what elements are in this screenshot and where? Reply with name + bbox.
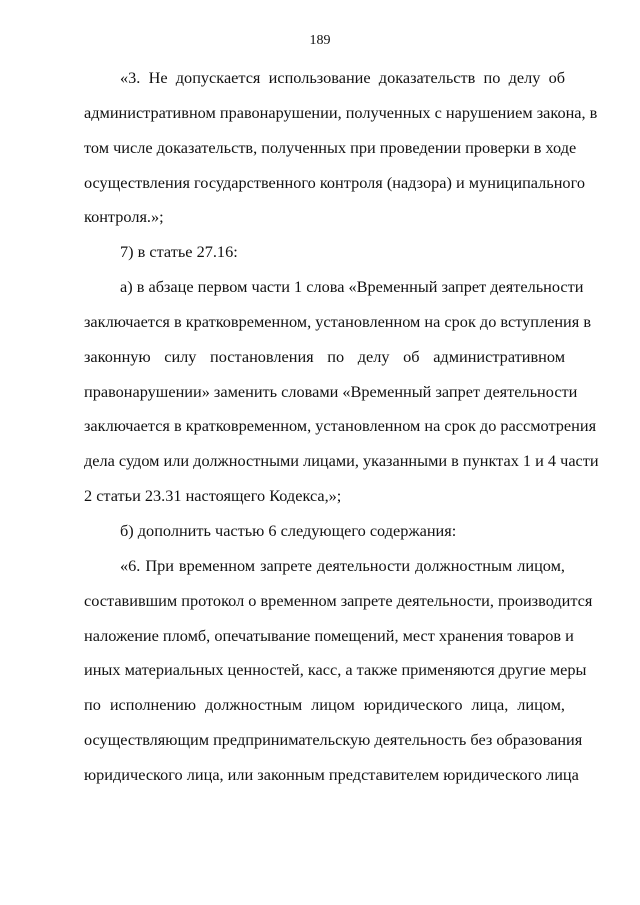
text-line: юридического лица, или законным представителем юридического лица: [84, 764, 579, 784]
text-line: «3. Не допускается использование доказательств по делу об: [120, 68, 565, 87]
text-line: правонарушении» заменить словами «Временный запрет деятельности: [84, 381, 578, 401]
text-line: составившим протокол о временном запрете деятельности, производится: [84, 590, 593, 610]
paragraph: [84, 61, 598, 235]
text-line: законную силу постановления по делу об административном: [84, 346, 565, 366]
text-line: том числе доказательств, полученных при проведении проверки в ходе: [84, 137, 577, 157]
text-line: 2 статьи 23.31 настоящего Кодекса,»;: [84, 486, 342, 506]
paragraph: [84, 235, 565, 270]
paragraph: [84, 549, 593, 793]
text-line: осуществляющим предпринимательскую деятельность без образования: [84, 730, 583, 750]
text-line: контроля.»;: [84, 207, 164, 227]
text-line: административном правонарушении, полученных с нарушением закона, в: [84, 102, 598, 122]
text-line: заключается в кратковременном, установленном на срок до рассмотрения: [84, 416, 597, 436]
text-line: заключается в кратковременном, установленном на срок до вступления в: [84, 311, 592, 331]
text-line: б) дополнить частью 6 следующего содержания:: [120, 520, 457, 540]
document-body: [84, 61, 599, 793]
paragraph: [84, 514, 565, 549]
text-line: осуществления государственного контроля (надзора) и муниципального: [84, 172, 585, 192]
text-line: иных материальных ценностей, касс, а также применяются другие меры: [84, 660, 587, 680]
text-line: «6. При временном запрете деятельности должностным лицом,: [120, 555, 565, 575]
text-line: по исполнению должностным лицом юридического лица, лицом,: [84, 695, 565, 715]
text-line: 7) в статье 27.16:: [120, 242, 238, 262]
text-line: наложение пломб, опечатывание помещений, мест хранения товаров и: [84, 625, 574, 645]
text-line: дела судом или должностными лицами, указанными в пунктах 1 и 4 части: [84, 451, 599, 471]
paragraph: [84, 270, 599, 514]
page-number: 189: [309, 33, 331, 48]
text-line: а) в абзаце первом части 1 слова «Временный запрет деятельности: [120, 277, 584, 297]
